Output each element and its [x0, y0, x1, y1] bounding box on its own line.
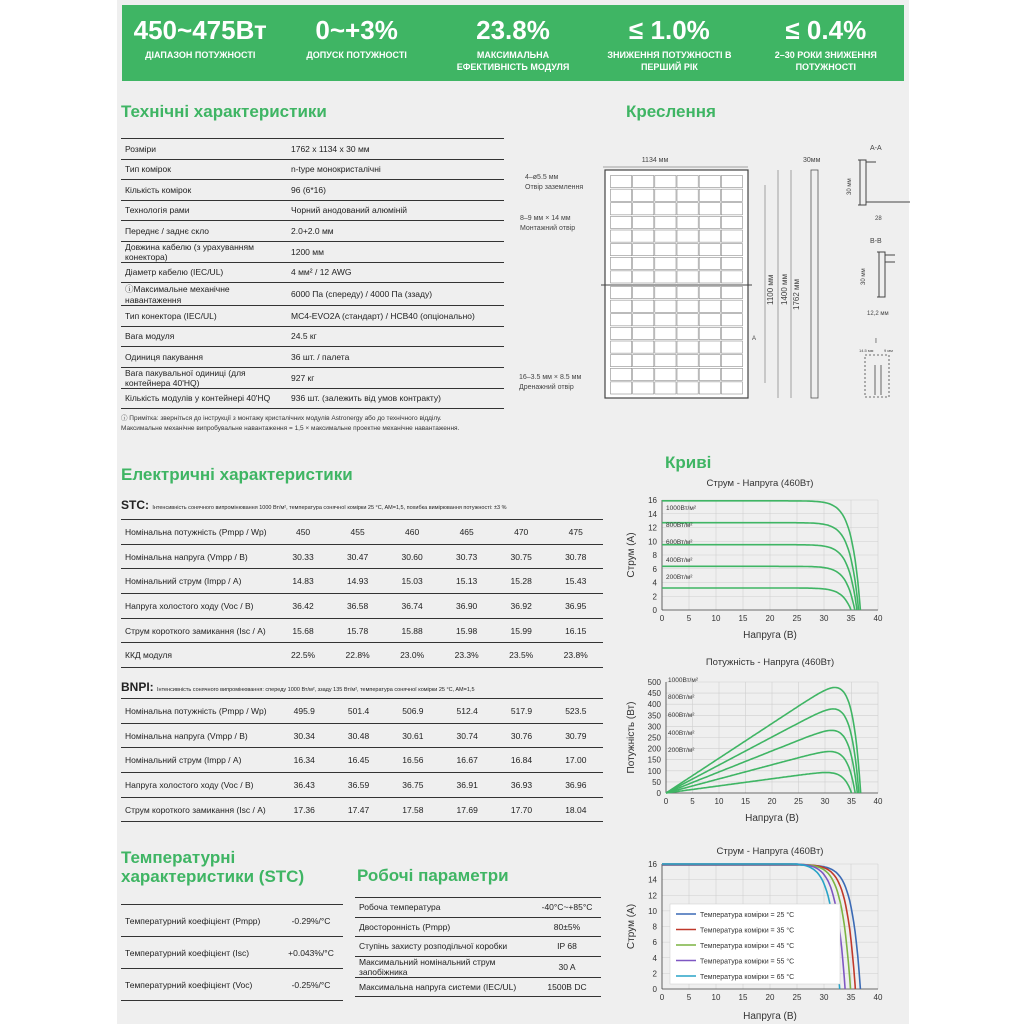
table-row [121, 643, 603, 668]
table-row [121, 937, 343, 969]
svg-text:1400 мм: 1400 мм [780, 273, 789, 305]
row-value: IP 68 [533, 937, 601, 957]
svg-text:I: I [875, 338, 877, 345]
kpi-efficiency: 23.8% МАКСИМАЛЬНА ЕФЕКТИВНІСТЬ МОДУЛЯ [456, 15, 570, 72]
row-label: Двосторонність (Pmpp) [355, 917, 533, 937]
detail-i [865, 355, 889, 397]
series-label: 600Вт/м² [666, 539, 693, 546]
row-value: 36.58 [330, 594, 385, 619]
y-tick-label: 0 [656, 789, 661, 798]
row-value: 30.47 [330, 544, 385, 569]
row-label: Тип конектора (IEC/UL) [121, 306, 287, 327]
legend-label: Температура комірки = 65 °C [700, 974, 795, 981]
y-tick-label: 16 [648, 496, 657, 505]
row-value: 1500В DC [533, 977, 601, 997]
depth-dim: 30мм [803, 157, 821, 164]
row-value: 17.70 [494, 797, 548, 822]
row-value: 1200 мм [287, 241, 504, 262]
series-line [662, 588, 851, 610]
x-tick-label: 15 [738, 993, 748, 1002]
y-tick-label: 2 [652, 592, 657, 602]
table-row [121, 367, 504, 388]
legend-label: Температура комірки = 45 °C [700, 943, 795, 950]
row-label: Діаметр кабелю (IEC/UL) [121, 262, 287, 283]
row-value: 15.99 [494, 618, 549, 643]
row-value: 16.84 [494, 748, 548, 773]
row-value: 30 A [533, 956, 601, 977]
table-row [121, 544, 603, 569]
row-value: 30.76 [494, 723, 548, 748]
x-tick-label: 25 [792, 614, 802, 623]
curves-heading: Криві [665, 453, 712, 472]
y-tick-label: 8 [652, 922, 657, 932]
kpi-power-range: 450~475Вт ДІАПАЗОН ПОТУЖНОСТІ [133, 15, 267, 60]
series-line [666, 730, 857, 793]
bnpi-conditions: BNPI: Інтенсивність сонячного випромінювання: спереду 1000 Вт/м², ззаду 135 Вт/м², температура сонячної комірки 25 °C, AM=1,5 [121, 680, 475, 694]
y-tick-label: 200 [647, 744, 661, 754]
row-value: 30.61 [386, 723, 440, 748]
row-label: Номінальна напруга (Vmpp / В) [121, 723, 277, 748]
row-value: 14.93 [330, 569, 385, 594]
table-row [121, 797, 603, 822]
table-row [121, 326, 504, 347]
bnpi-table [121, 698, 603, 822]
svg-text:9 мм: 9 мм [884, 348, 893, 353]
pv-chart-title: Потужність - Напруга (460Вт) [705, 657, 835, 668]
row-label: Номінальна потужність (Pmpp / Wp) [121, 520, 276, 545]
y-tick-label: 150 [647, 755, 661, 765]
row-label: Кількість комірок [121, 180, 287, 201]
row-value: 501.4 [331, 699, 385, 724]
operating-heading: Робочі параметри [357, 866, 509, 885]
y-axis-label: Потужність (Вт) [626, 701, 637, 774]
y-tick-label: 0 [652, 985, 657, 994]
module-drawing [515, 140, 910, 415]
row-label: ККД модуля [121, 643, 276, 668]
x-tick-label: 30 [820, 797, 830, 806]
row-label: Розміри [121, 139, 287, 160]
x-tick-label: 25 [794, 797, 803, 806]
table-row [121, 520, 603, 545]
row-value: 455 [330, 520, 385, 545]
row-value: 16.67 [440, 748, 494, 773]
x-tick-label: 10 [711, 993, 721, 1002]
y-tick-label: 8 [652, 551, 657, 560]
row-value: 36.42 [276, 594, 331, 619]
svg-text:30 мм: 30 мм [847, 178, 853, 195]
row-value: 475 [548, 520, 603, 545]
row-value: MC4-EVO2A (стандарт) / HCB40 (опціонально) [287, 306, 504, 327]
y-tick-label: 450 [647, 689, 661, 699]
kpi-annual-degradation: ≤ 0.4% 2–30 РОКИ ЗНИЖЕННЯ ПОТУЖНОСТІ [774, 15, 877, 72]
row-value: 17.47 [331, 797, 385, 822]
table-row [121, 594, 603, 619]
y-tick-label: 14 [648, 875, 657, 885]
y-tick-label: 350 [647, 711, 661, 721]
svg-text:12,2 мм: 12,2 мм [867, 311, 889, 317]
row-value: 30.34 [277, 723, 331, 748]
row-label: Напруга холостого ходу (Voc / В) [121, 594, 276, 619]
y-tick-label: 6 [652, 938, 657, 948]
row-value: Чорний анодований алюміній [287, 200, 504, 221]
row-label: Напруга холостого ходу (Voc / В) [121, 773, 277, 798]
row-value: 36.96 [549, 773, 603, 798]
row-value: 15.78 [330, 618, 385, 643]
table-row [121, 723, 603, 748]
row-value: 36.74 [385, 594, 440, 619]
y-tick-label: 12 [648, 523, 657, 533]
row-value: 450 [276, 520, 331, 545]
operating-table [355, 897, 601, 997]
row-value: 517.9 [494, 699, 548, 724]
series-label: 800Вт/м² [668, 694, 695, 701]
legend-label: Температура комірки = 25 °C [700, 912, 795, 919]
svg-text:1100 мм: 1100 мм [766, 274, 775, 305]
row-label: Вага модуля [121, 326, 287, 347]
row-label: Номінальний струм (Impp / А) [121, 569, 276, 594]
x-axis-label: Напруга (В) [745, 813, 799, 823]
table-row [121, 969, 343, 1001]
table-row [121, 139, 504, 160]
row-value: 465 [439, 520, 494, 545]
y-tick-label: 12 [648, 891, 657, 901]
table-row [121, 905, 343, 937]
table-row [121, 388, 504, 409]
row-value: 506.9 [386, 699, 440, 724]
legend-label: Температура комірки = 55 °C [700, 958, 795, 966]
legend-label: Температура комірки = 35 °C [700, 927, 795, 935]
row-value: 22.5% [276, 643, 331, 668]
series-label: 800Вт/м² [666, 522, 693, 529]
row-label: Переднє / заднє скло [121, 221, 287, 242]
table-row [121, 159, 504, 180]
iv-irradiance-chart [620, 490, 890, 640]
row-label: Номінальна напруга (Vmpp / В) [121, 544, 276, 569]
svg-text:Монтажний отвір: Монтажний отвір [520, 225, 576, 232]
x-tick-label: 20 [767, 797, 777, 806]
electrical-heading: Електричні характеристики [121, 465, 353, 484]
y-tick-label: 4 [652, 953, 657, 963]
row-value: 30.33 [276, 544, 331, 569]
svg-text:Дренажний отвір: Дренажний отвір [519, 384, 574, 391]
kpi-banner [122, 5, 904, 81]
y-axis-label: Струм (A) [626, 903, 637, 950]
row-value: 470 [494, 520, 549, 545]
row-value: 16.15 [548, 618, 603, 643]
specs-table [121, 138, 504, 409]
row-label: Номінальний струм (Impp / А) [121, 748, 277, 773]
y-tick-label: 10 [648, 906, 657, 916]
x-tick-label: 0 [659, 993, 665, 1002]
row-value: 23.0% [385, 643, 440, 668]
row-label: Довжина кабелю (з урахуванням конектора) [121, 241, 287, 262]
table-row [121, 262, 504, 283]
row-value: 16.34 [277, 748, 331, 773]
row-value: 15.98 [439, 618, 494, 643]
row-value: 30.60 [385, 544, 440, 569]
row-value: 495.9 [277, 699, 331, 724]
x-tick-label: 30 [819, 614, 829, 623]
row-value: 96 (6*16) [287, 180, 504, 201]
table-row [121, 200, 504, 221]
row-value: 1762 x 1134 x 30 мм [287, 139, 504, 160]
x-tick-label: 35 [846, 614, 856, 623]
row-value: -0.25%/°C [279, 969, 343, 1001]
panel-outline [601, 170, 752, 398]
x-tick-label: 35 [846, 993, 856, 1002]
table-row [355, 956, 601, 977]
drawing-heading: Креслення [626, 102, 716, 121]
svg-text:B-B: B-B [870, 238, 882, 245]
row-value: 23.8% [548, 643, 603, 668]
row-label: Струм короткого замикання (Isc / А) [121, 797, 277, 822]
stc-conditions: STC: Інтенсивність сонячного випромінювання 1000 Вт/м², температура сонячної комірки 25 °C, AM=1,5, похибка вимірювання потужності: ±3 % [121, 498, 507, 512]
row-value: 80±5% [533, 917, 601, 937]
x-tick-label: 5 [686, 993, 692, 1002]
row-value: 36.59 [331, 773, 385, 798]
table-row [121, 283, 504, 306]
row-label: Номінальна потужність (Pmpp / Wp) [121, 699, 277, 724]
x-tick-label: 0 [663, 797, 669, 806]
svg-text:30 мм: 30 мм [861, 268, 867, 285]
series-label: 200Вт/м² [666, 574, 693, 581]
svg-text:A: A [752, 336, 757, 342]
svg-text:14.5 мм: 14.5 мм [859, 348, 874, 353]
temperature-table [121, 904, 343, 1001]
row-value: 24.5 кг [287, 326, 504, 347]
row-value: 36.92 [494, 594, 549, 619]
table-row [355, 917, 601, 937]
row-value: 36.75 [386, 773, 440, 798]
table-row [121, 699, 603, 724]
row-value: 36.95 [548, 594, 603, 619]
x-tick-label: 15 [741, 797, 750, 806]
y-tick-label: 250 [647, 733, 661, 743]
x-tick-label: 0 [659, 614, 665, 623]
row-label: ⓘМаксимальне механічне навантаження [121, 283, 287, 306]
x-tick-label: 5 [690, 797, 695, 806]
row-label: Ступінь захисту розподільчої коробки [355, 937, 533, 957]
x-axis-label: Напруга (В) [743, 630, 797, 640]
kpi-power-tolerance: 0~+3% ДОПУСК ПОТУЖНОСТІ [306, 15, 407, 60]
x-tick-label: 15 [738, 614, 748, 623]
y-tick-label: 16 [648, 860, 657, 869]
table-row [121, 347, 504, 368]
row-value: 6000 Па (спереду) / 4000 Па (ззаду) [287, 283, 504, 306]
table-row [121, 569, 603, 594]
y-tick-label: 50 [652, 777, 661, 787]
row-value: 17.00 [549, 748, 603, 773]
specs-heading: Технічні характеристики [121, 102, 327, 121]
row-value: 15.13 [439, 569, 494, 594]
series-label: 200Вт/м² [668, 747, 695, 754]
row-value: 16.56 [386, 748, 440, 773]
x-tick-label: 35 [847, 797, 856, 806]
svg-text:1762 мм: 1762 мм [792, 278, 801, 310]
row-value: 15.43 [548, 569, 603, 594]
kpi-first-year-degradation: ≤ 1.0% ЗНИЖЕННЯ ПОТУЖНОСТІ В ПЕРШИЙ РІК [607, 15, 732, 72]
y-tick-label: 100 [647, 766, 661, 776]
row-label: Робоча температура [355, 898, 533, 918]
row-value: n-type монокристалічні [287, 159, 504, 180]
table-row [121, 773, 603, 798]
row-value: 512.4 [440, 699, 494, 724]
x-tick-label: 20 [765, 614, 775, 623]
table-row [355, 937, 601, 957]
svg-text:28: 28 [875, 216, 882, 222]
row-value: 36.90 [439, 594, 494, 619]
table-row [121, 180, 504, 201]
iv-chart-title: Струм - Напруга (460Вт) [706, 478, 814, 489]
row-value: 16.45 [331, 748, 385, 773]
series-label: 400Вт/м² [666, 557, 693, 564]
row-value: 22.8% [330, 643, 385, 668]
row-value: 36 шт. / палета [287, 347, 504, 368]
x-tick-label: 10 [711, 614, 721, 623]
row-value: 4 мм² / 12 AWG [287, 262, 504, 283]
table-row [121, 748, 603, 773]
row-label: Температурний коефіцієнт (Isc) [121, 937, 279, 969]
row-value: 523.5 [549, 699, 603, 724]
row-value: 14.83 [276, 569, 331, 594]
pv-irradiance-chart [620, 668, 900, 823]
row-value: 927 кг [287, 367, 504, 388]
stc-table [121, 519, 603, 668]
x-tick-label: 40 [873, 614, 883, 623]
row-value: 30.48 [331, 723, 385, 748]
width-dim: 1134 мм [641, 157, 669, 164]
y-tick-label: 2 [652, 969, 657, 979]
profile-aa [858, 160, 910, 205]
row-label: Температурний коефіцієнт (Voc) [121, 969, 279, 1001]
row-value: 36.43 [277, 773, 331, 798]
y-tick-label: 500 [647, 678, 661, 687]
row-label: Тип комірок [121, 159, 287, 180]
row-value: 23.3% [439, 643, 494, 668]
table-row [121, 241, 504, 262]
row-label: Температурний коефіцієнт (Pmpp) [121, 905, 279, 937]
row-value: 30.79 [549, 723, 603, 748]
row-label: Одиниця пакування [121, 347, 287, 368]
temperature-heading: Температурні характеристики (STC) [121, 848, 305, 886]
row-value: +0.043%/°C [279, 937, 343, 969]
table-row [121, 221, 504, 242]
x-tick-label: 40 [873, 993, 883, 1002]
row-value: 30.78 [548, 544, 603, 569]
iv-temp-chart-title: Струм - Напруга (460Вт) [716, 846, 824, 857]
svg-text:16–3.5 мм × 8.5 мм: 16–3.5 мм × 8.5 мм [519, 374, 582, 381]
row-label: Кількість модулів у контейнері 40'HQ [121, 388, 287, 409]
x-tick-label: 20 [765, 993, 775, 1002]
row-label: Технологія рами [121, 200, 287, 221]
x-tick-label: 10 [714, 797, 724, 806]
row-value: 36.93 [494, 773, 548, 798]
row-value: 15.28 [494, 569, 549, 594]
y-tick-label: 14 [648, 509, 657, 519]
row-value: 15.03 [385, 569, 440, 594]
svg-text:4–ø5.5 мм: 4–ø5.5 мм [525, 174, 559, 181]
table-row [121, 306, 504, 327]
profile-bb [877, 252, 895, 297]
table-row [121, 618, 603, 643]
row-value: 17.69 [440, 797, 494, 822]
row-label: Вага пакувальної одиниці (для контейнера 40'HQ) [121, 367, 287, 388]
row-value: 18.04 [549, 797, 603, 822]
x-tick-label: 5 [686, 614, 692, 623]
row-label: Максимальний номінальний струм запобіжника [355, 956, 533, 977]
series-label: 600Вт/м² [668, 712, 695, 719]
y-tick-label: 400 [647, 700, 661, 710]
x-tick-label: 25 [792, 993, 802, 1002]
row-value: 2.0+2.0 мм [287, 221, 504, 242]
iv-temperature-chart [620, 856, 900, 1021]
row-value: 30.74 [440, 723, 494, 748]
row-value: 17.36 [277, 797, 331, 822]
series-label: 1000Вт/м² [666, 505, 696, 512]
row-value: 30.75 [494, 544, 549, 569]
row-value: 15.68 [276, 618, 331, 643]
svg-text:Отвір заземлення: Отвір заземлення [525, 184, 584, 191]
row-value: 15.88 [385, 618, 440, 643]
x-tick-label: 40 [873, 797, 883, 806]
table-row [355, 977, 601, 997]
svg-text:8–9 мм × 14 мм: 8–9 мм × 14 мм [520, 215, 571, 222]
y-tick-label: 10 [648, 537, 657, 547]
table-row [355, 898, 601, 918]
series-label: 400Вт/м² [668, 730, 695, 737]
row-value: 36.91 [440, 773, 494, 798]
x-axis-label: Напруга (В) [743, 1011, 797, 1021]
row-value: 460 [385, 520, 440, 545]
y-axis-label: Струм (A) [626, 532, 637, 578]
row-value: 936 шт. (залежить від умов контракту) [287, 388, 504, 409]
row-value: 17.58 [386, 797, 440, 822]
row-label: Струм короткого замикання (Isc / А) [121, 618, 276, 643]
row-value: -0.29%/°C [279, 905, 343, 937]
specs-note: ⓘ Примітка: зверніться до інструкції з монтажу кристалічних модулів Astronergy або до технічного відділу. Максимальне механічне випробувальне навантаження = 1,5 × максимальне проектне механічне навантаження. [121, 415, 460, 432]
row-value: 23.5% [494, 643, 549, 668]
y-tick-label: 6 [652, 564, 657, 574]
series-line [662, 501, 860, 610]
series-label: 1000Вт/м² [668, 677, 698, 684]
x-tick-label: 30 [819, 993, 829, 1002]
y-tick-label: 300 [647, 722, 661, 732]
y-tick-label: 0 [652, 606, 657, 615]
row-label: Максимальна напруга системи (IEC/UL) [355, 977, 533, 997]
y-tick-label: 4 [652, 578, 657, 588]
row-value: -40°C~+85°C [533, 898, 601, 918]
row-value: 30.73 [439, 544, 494, 569]
svg-text:A-A: A-A [870, 145, 882, 152]
